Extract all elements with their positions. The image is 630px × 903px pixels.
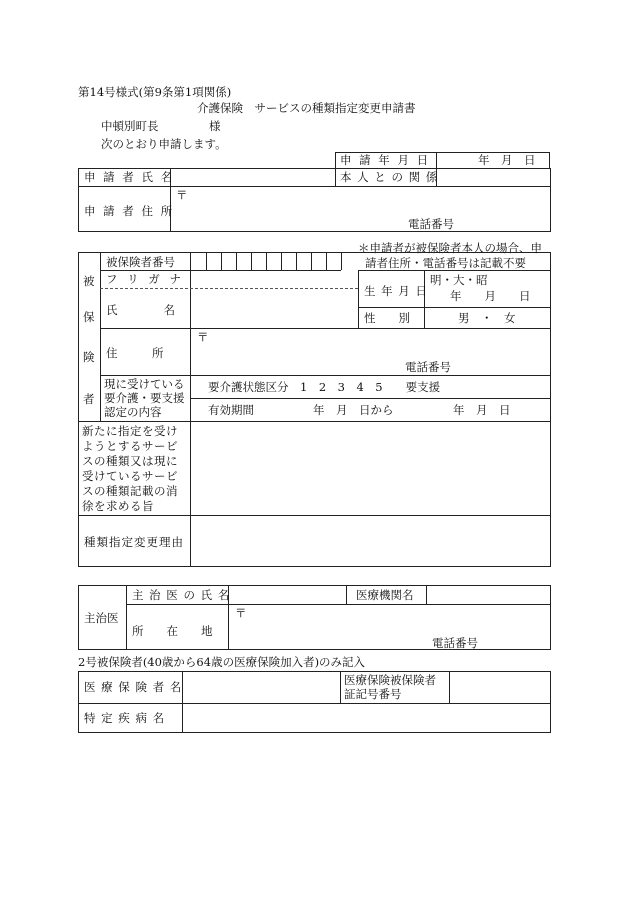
insured-number-label: 被保険者番号 [106, 255, 175, 269]
doctor-postal-mark: 〒 [235, 606, 247, 620]
intro-text: 次のとおり申請します。 [101, 137, 227, 151]
birth-label: 生 年 月 日 [364, 284, 428, 298]
secondary-note: 2号被保険者(40歳から64歳の医療保険加入者)のみ記入 [78, 655, 366, 669]
cert-label-1: 現に受けている [104, 377, 185, 391]
honorific: 様 [209, 119, 221, 133]
applicant-phone-label: 電話番号 [408, 217, 454, 231]
validity-to[interactable]: 年 月 日 [453, 403, 511, 417]
insured-address-label: 住 所 [106, 346, 164, 360]
disease-label: 特 定 疾 病 名 [84, 711, 166, 725]
note-line-2: 請者住所・電話番号は記載不要 [365, 256, 526, 270]
applicant-name-label: 申 請 者 氏 名 [84, 170, 175, 184]
form-title: 介護保険 サービスの種類指定変更申請書 [197, 101, 416, 115]
application-date-value[interactable]: 年 月 日 [478, 153, 536, 167]
service-request-label: 新たに指定を受けようとするサービスの種類又は現に受けているサービスの種類記載の消徐を求める旨 [82, 424, 178, 513]
validity-from[interactable]: 年 月 日から [313, 403, 394, 417]
validity-label: 有効期間 [208, 403, 254, 417]
secondary-cert-label-2: 証記号番号 [344, 687, 402, 701]
insured-phone-label: 電話番号 [405, 360, 451, 374]
form-number: 第14号様式(第9条第1項関係) [78, 85, 232, 99]
insured-char-1: 被 [83, 274, 95, 288]
cert-label-2: 要介護・要支援 [104, 391, 185, 405]
relation-label: 本 人 と の 関 係 [340, 170, 439, 184]
applicant-address-label: 申 請 者 住 所 [84, 204, 175, 218]
insured-char-4: 者 [83, 392, 95, 406]
application-date-label: 申 請 年 月 日 [340, 153, 431, 167]
doctor-phone-label: 電話番号 [432, 636, 478, 650]
sex-options[interactable]: 男 ・ 女 [458, 311, 516, 325]
doctor-name-label: 主 治 医 の 氏 名 [132, 588, 231, 602]
insured-char-3: 険 [83, 350, 95, 364]
cert-label-3: 認定の内容 [104, 405, 162, 419]
doctor-group-label: 主治医 [84, 611, 119, 625]
furigana-label: フ リ ガ ナ [106, 272, 184, 286]
doctor-location-label: 所 在 地 [132, 624, 213, 638]
institution-label: 医療機関名 [356, 588, 414, 602]
insured-postal-mark: 〒 [197, 330, 209, 344]
birth-value[interactable]: 年 月 日 [450, 289, 531, 303]
era-options[interactable]: 明・大・昭 [430, 273, 488, 287]
note-line-1: ＊申請者が被保険者本人の場合、申 [358, 241, 542, 255]
applicant-postal-mark: 〒 [176, 188, 188, 202]
insured-char-2: 保 [83, 310, 95, 324]
insured-name-label: 氏 名 [106, 303, 175, 317]
addressee: 中頓別町長 [101, 119, 159, 133]
care-level-options[interactable]: 要介護状態区分 1 2 3 4 5 要支援 [208, 380, 441, 394]
sex-label: 性 別 [364, 311, 410, 325]
secondary-cert-label-1: 医療保険被保険者 [344, 673, 436, 687]
change-reason-field[interactable] [191, 516, 550, 566]
service-request-field[interactable] [191, 422, 550, 514]
insurer-label: 医 療 保 険 者 名 [84, 680, 183, 694]
change-reason-label: 種類指定変更理由 [84, 535, 184, 549]
